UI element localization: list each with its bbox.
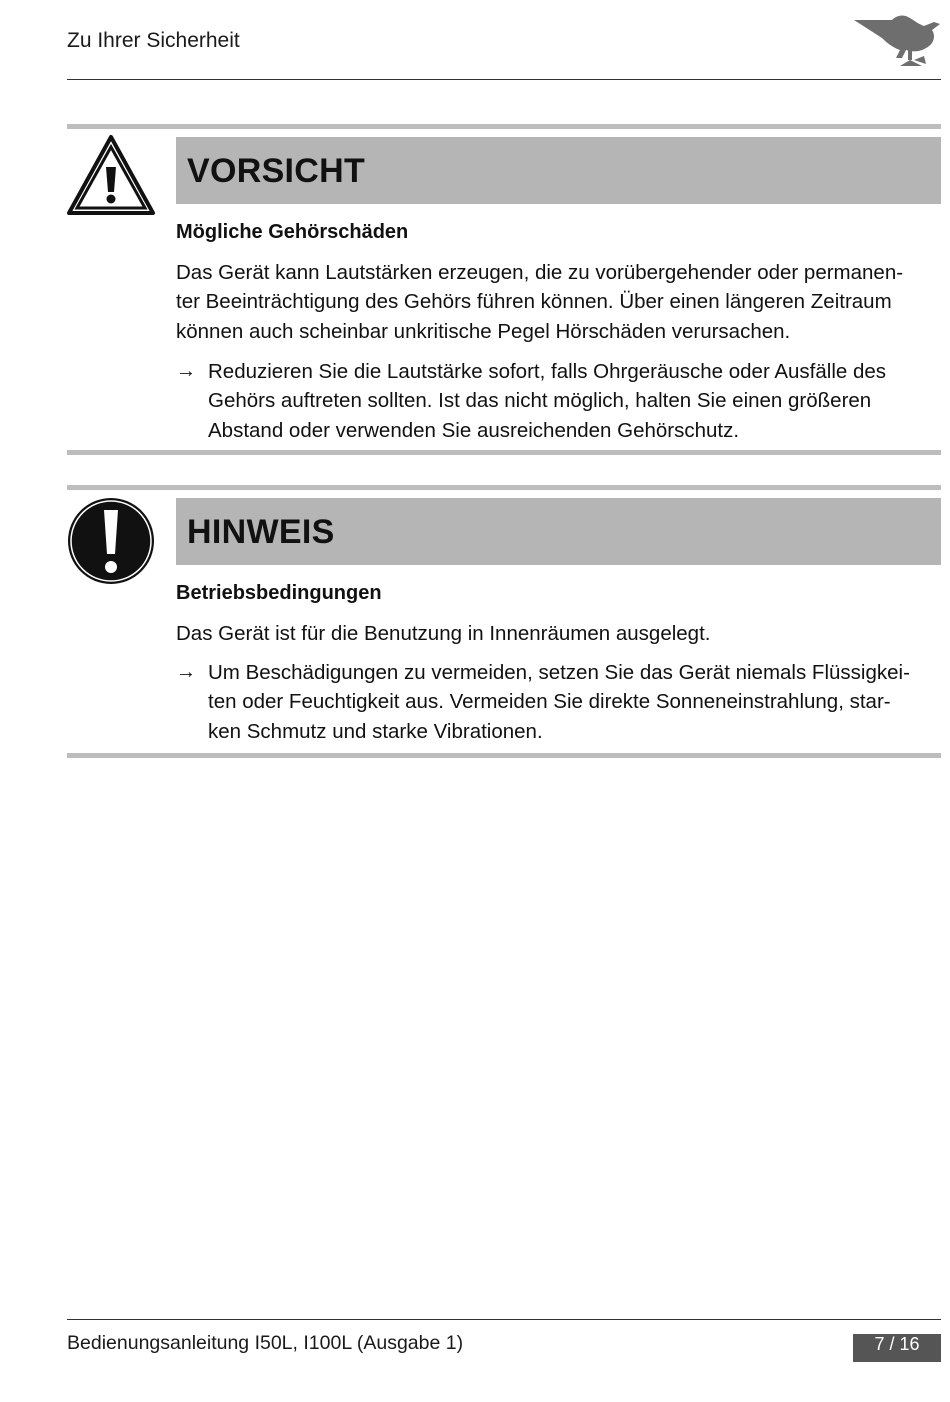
notice-subtitle: Betriebsbedingungen bbox=[176, 582, 382, 604]
paragraph-line: Das Gerät ist für die Benutzung in Innenräumen ausgelegt. bbox=[176, 622, 711, 645]
notice-banner bbox=[176, 498, 941, 565]
paragraph-line: können auch scheinbar unkritische Pegel Hörschäden verursachen. bbox=[176, 319, 791, 343]
bird-logo-icon bbox=[852, 14, 944, 70]
paragraph-line: ter Beeinträchtigung des Gehörs führen können. Über einen längeren Zeitraum bbox=[176, 290, 892, 314]
instruction-line: Abstand oder verwenden Sie ausreichenden Gehörschutz. bbox=[208, 418, 740, 442]
footer-divider bbox=[67, 1319, 941, 1320]
notice-level-label: VORSICHT bbox=[187, 152, 366, 190]
notice-instruction bbox=[208, 357, 942, 445]
instruction-line: Reduzieren Sie die Lautstärke sofort, falls Ohrgeräusche oder Ausfälle des bbox=[208, 360, 887, 383]
warning-triangle-icon bbox=[66, 134, 156, 224]
notice-top-rule bbox=[67, 124, 941, 129]
instruction-line: ken Schmutz und starke Vibrationen. bbox=[208, 719, 543, 743]
notice-top-rule bbox=[67, 485, 941, 490]
page-header-title: Zu Ihrer Sicherheit bbox=[67, 29, 240, 52]
notice-subtitle: Mögliche Gehörschäden bbox=[176, 221, 409, 243]
notice-paragraph bbox=[176, 619, 942, 648]
notice-level-label: HINWEIS bbox=[187, 513, 335, 551]
instruction-line: ten oder Feuchtigkeit aus. Vermeiden Sie direkte Sonneneinstrahlung, star- bbox=[208, 690, 891, 714]
notice-bottom-rule bbox=[67, 753, 941, 758]
exclamation-circle-icon bbox=[66, 496, 156, 586]
page-number-badge: 7 / 16 bbox=[853, 1334, 941, 1362]
notice-instruction bbox=[208, 658, 942, 746]
notice-paragraph bbox=[176, 258, 942, 346]
instruction-line: Gehörs auftreten sollten. Ist das nicht möglich, halten Sie einen größeren bbox=[208, 389, 872, 413]
instruction-line: Um Beschädigungen zu vermeiden, setzen Sie das Gerät niemals Flüssigkei- bbox=[208, 661, 910, 684]
header-divider bbox=[67, 79, 941, 80]
paragraph-line: Das Gerät kann Lautstärken erzeugen, die zu vorübergehender oder permanen- bbox=[176, 261, 904, 284]
arrow-right-icon: → bbox=[176, 360, 196, 382]
manual-title: Bedienungsanleitung I50L, I100L (Ausgabe 1) bbox=[67, 1332, 464, 1354]
notice-bottom-rule bbox=[67, 450, 941, 455]
notice-banner bbox=[176, 137, 941, 204]
arrow-right-icon: → bbox=[176, 661, 196, 683]
